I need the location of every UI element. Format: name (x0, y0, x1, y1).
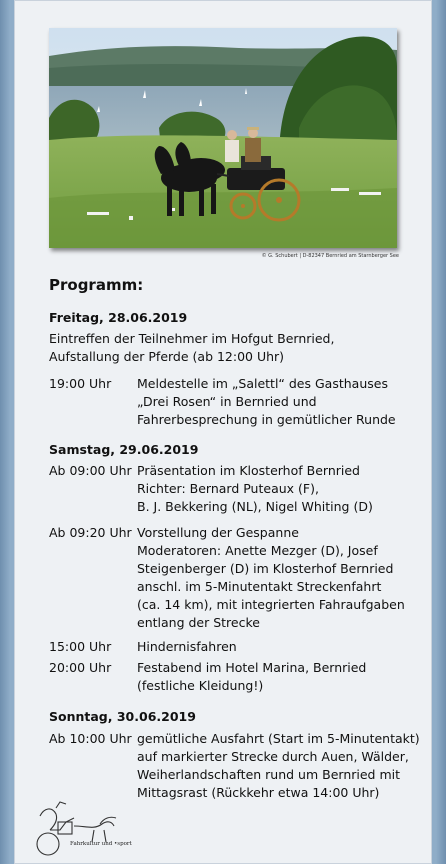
event-description (137, 462, 373, 516)
event-time: 15:00 Uhr (49, 639, 112, 654)
logo-text: Fahrkultur und •sport (70, 841, 132, 847)
event-description (137, 375, 396, 429)
event-time: 20:00 Uhr (49, 660, 112, 675)
photo-caption: © G. Schubert | D-82347 Bernried am Starnberger See (261, 253, 399, 259)
event-description-line: anschl. im 5-Minutentakt Streckenfahrt (137, 579, 382, 594)
event-description-line: (ca. 14 km), mit integrierten Fahraufgaben (137, 597, 405, 612)
event-time: Ab 09:20 Uhr (49, 525, 132, 540)
event-description (137, 638, 237, 656)
event-description-line: Meldestelle im „Salettl“ des Gasthauses (137, 376, 388, 391)
event-description-line: auf markierter Strecke durch Auen, Wälder, (137, 749, 409, 764)
event-description-line: Mittagsrast (Rückkehr etwa 14:00 Uhr) (137, 785, 380, 800)
sunday-heading: Sonntag, 30.06.2019 (49, 709, 196, 724)
event-description-line: B. J. Bekkering (NL), Nigel Whiting (D) (137, 499, 373, 514)
carriage-photo (49, 28, 397, 248)
event-description-line: Präsentation im Klosterhof Bernried (137, 463, 360, 478)
event-description-line: Festabend im Hotel Marina, Bernried (137, 660, 367, 675)
saturday-heading: Samstag, 29.06.2019 (49, 442, 199, 457)
friday-intro-line: Aufstallung der Pferde (ab 12:00 Uhr) (49, 349, 285, 364)
event-description-line: (festliche Kleidung!) (137, 678, 264, 693)
event-time: Ab 10:00 Uhr (49, 731, 132, 746)
event-description-line: Richter: Bernard Puteaux (F), (137, 481, 319, 496)
event-description-line: entlang der Strecke (137, 615, 260, 630)
event-description-line: „Drei Rosen“ in Bernried und (137, 394, 317, 409)
logo (34, 800, 154, 860)
event-description (137, 730, 420, 802)
event-description-line: Steigenberger (D) im Klosterhof Bernried (137, 561, 394, 576)
program-title: Programm: (49, 276, 144, 294)
friday-intro (49, 330, 334, 366)
event-description-line: Hindernisfahren (137, 639, 237, 654)
event-description-line: gemütliche Ausfahrt (Start im 5-Minutentakt) (137, 731, 420, 746)
carriage-photo-illustration (49, 28, 397, 248)
event-description-line: Vorstellung der Gespanne (137, 525, 299, 540)
event-description-line: Moderatoren: Anette Mezger (D), Josef (137, 543, 378, 558)
event-description (137, 659, 366, 695)
friday-heading: Freitag, 28.06.2019 (49, 310, 188, 325)
event-description (137, 524, 405, 632)
event-description-line: Fahrerbesprechung in gemütlicher Runde (137, 412, 396, 427)
event-time: Ab 09:00 Uhr (49, 463, 132, 478)
carriage-driver-logo-icon (34, 800, 154, 860)
event-description-line: Weiherlandschaften rund um Bernried mit (137, 767, 401, 782)
friday-intro-line: Eintreffen der Teilnehmer im Hofgut Bernried, (49, 331, 335, 346)
event-time: 19:00 Uhr (49, 376, 112, 391)
